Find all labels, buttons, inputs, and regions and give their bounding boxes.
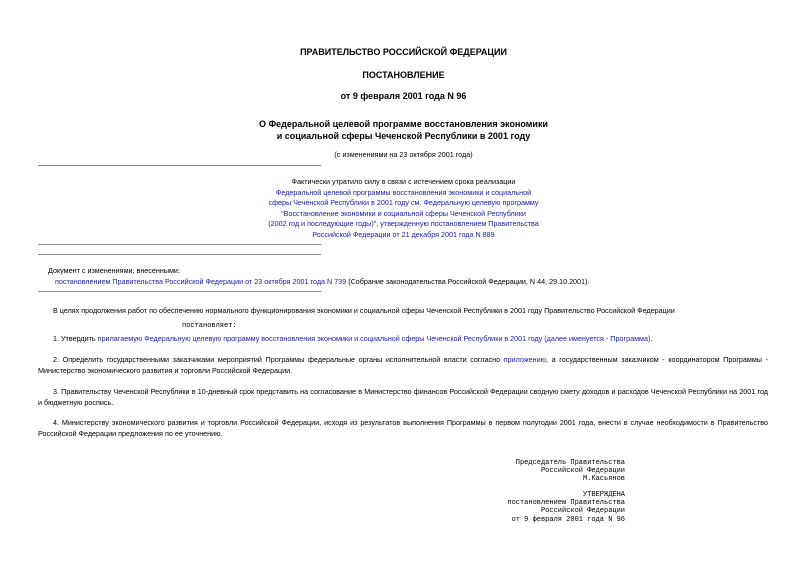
- signature-org: Российской Федерации: [540, 467, 625, 476]
- item-4: 4. Министерству экономического развития и торговли Российской Федерации, исходя из результатов выполнения Программы в первом полугодии 2001 года, внести в случае необходимости в Правительство Российской Федерации предложения по ее уточнению.: [38, 418, 768, 438]
- status-line-4[interactable]: "Восстановление экономики и социальной сферы Чеченской Республики: [281, 208, 526, 218]
- amendment-link[interactable]: постановлением Правительства Российской Федерации от 23 октября 2001 года N 739: [55, 277, 347, 286]
- item-2-tail: , а государственным заказчиком - координатором Программы - Министерство экономического развития и торговли Российской Федерации.: [38, 355, 768, 375]
- status-line-1: Фактически утратило силу в связи с истечением срока реализации: [291, 177, 516, 186]
- signature-block: [516, 459, 625, 484]
- item-3: 3. Правительству Чеченской Республики в 10-дневный срок представить на согласование в Министерство финансов Российской Федерации сводную смету доходов и расходов Чеченской Республики на 2001 год и бюджетную роспись.: [38, 387, 768, 407]
- appendix-link[interactable]: приложению: [503, 355, 547, 364]
- preamble: В целях продолжения работ по обеспечению нормального функционирования экономики и социальной сферы Чеченской Республики в 2001 году Правительство Российской Федерации: [53, 306, 675, 315]
- approval-by: постановлением Правительства: [507, 499, 625, 508]
- title-line-2: и социальной сферы Чеченской Республики в 2001 году: [276, 131, 531, 141]
- status-note: [0, 177, 807, 240]
- program-link[interactable]: прилагаемую Федеральную целевую программу восстановления экономики и социальной сферы Чеченской Республики в 2001 году (далее именуется - Программа): [97, 334, 651, 343]
- decree-word: постановляет:: [182, 322, 237, 330]
- item-1-text: 1. Утвердить: [53, 334, 98, 343]
- approval-title: УТВЕРЖДЕНА: [582, 491, 625, 499]
- item-1-end: .: [650, 334, 653, 343]
- status-line-3: [0, 198, 807, 209]
- status-link-years[interactable]: (2002 год и последующие годы)": [268, 219, 377, 228]
- document-type: ПОСТАНОВЛЕНИЕ: [362, 70, 445, 80]
- status-line-2[interactable]: Федеральной целевой программы восстановления экономики и социальной: [275, 187, 532, 197]
- status-line-6[interactable]: Российской Федерации от 21 декабря 2001 года N 889: [312, 229, 495, 239]
- signature-name: М.Касьянов: [582, 475, 625, 484]
- status-link-see: см. Федеральную целевую программу: [410, 198, 539, 207]
- approval-date: от 9 февраля 2001 года N 96: [511, 515, 625, 524]
- status-line-5: [0, 219, 807, 230]
- document-title: [0, 118, 807, 142]
- government-heading: ПРАВИТЕЛЬСТВО РОССИЙСКОЙ ФЕДЕРАЦИИ: [300, 47, 507, 57]
- signature-position: Председатель Правительства: [515, 459, 625, 467]
- divider: [38, 254, 321, 255]
- status-line-5-tail[interactable]: , утвержденную постановлением Правительства: [376, 219, 539, 228]
- approval-block: [507, 491, 625, 524]
- item-2: [38, 354, 768, 376]
- divider: [38, 291, 321, 292]
- amendment-source: (Собрание законодательства Российской Федерации, N 44, 29.10.2001).: [346, 277, 590, 286]
- approval-org: Российской Федерации: [540, 507, 625, 516]
- document-date: от 9 февраля 2001 года N 96: [340, 91, 467, 101]
- amendments-block: [48, 265, 589, 287]
- status-link-program-2001[interactable]: сферы Чеченской Республики в 2001 году: [268, 198, 409, 207]
- amendments-line: [48, 276, 589, 287]
- amendments-label: Документ с изменениями, внесенными:: [48, 266, 180, 275]
- item-2-text: 2. Определить государственными заказчиками мероприятий Программы федеральные органы исполнительной власти согласно: [53, 355, 504, 364]
- divider: [38, 244, 321, 245]
- item-1: [38, 333, 768, 344]
- divider: [38, 165, 321, 166]
- changes-note: (с изменениями на 23 октября 2001 года): [334, 150, 473, 159]
- title-line-1: О Федеральной целевой программе восстановления экономики: [258, 119, 548, 129]
